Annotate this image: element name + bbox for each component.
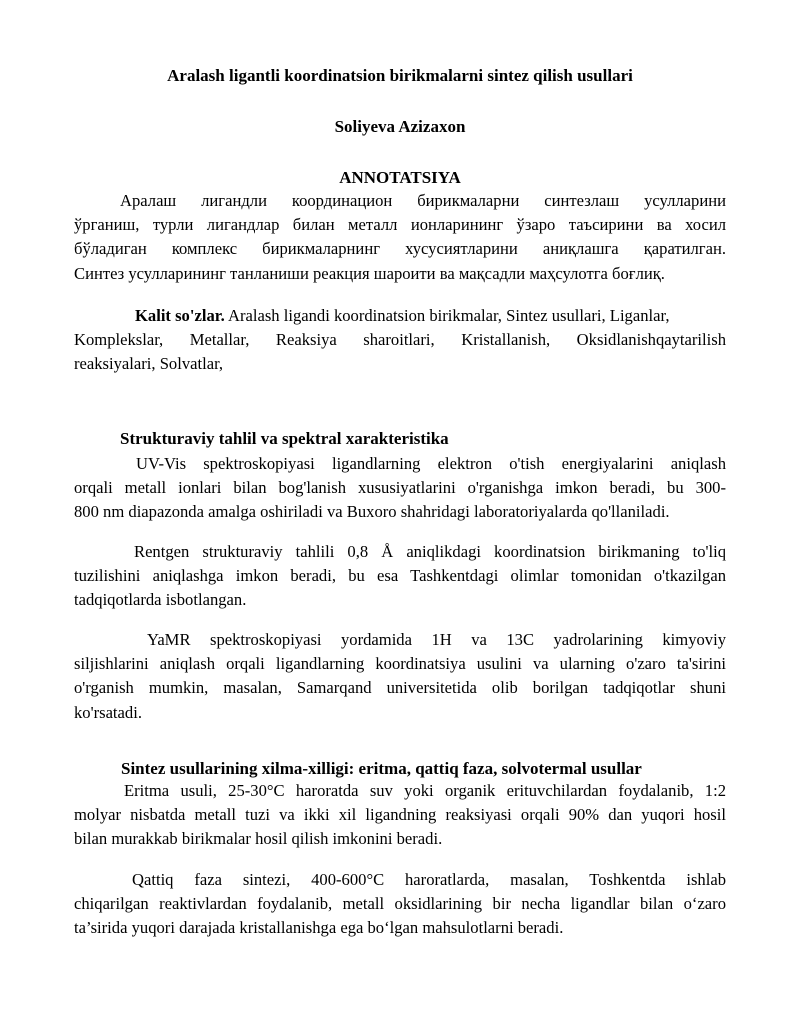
paragraph-line: o'rganish mumkin, masalan, Samarqand universitetida olib borilgan tadqiqotlar shuni: [74, 678, 726, 698]
keywords-line: [74, 304, 726, 328]
keywords-line: Komplekslar, Metallar, Reaksiya sharoitlari, Kristallanish, Oksidlanishqaytarilish: [74, 330, 726, 350]
annotation-line: Аралаш лигандли координацион бирикмаларни синтезлаш усулларини: [120, 191, 726, 210]
paragraph-solution-method: [74, 779, 726, 852]
keywords-line: reaksiyalari, Solvatlar,: [74, 354, 224, 374]
annotation-line: ўрганиш, турли лигандлар билан металл ионларининг ўзаро таъсирини ва хосил: [74, 215, 726, 235]
annotation-paragraph: [74, 189, 726, 286]
paragraph-line: ko'rsatadi.: [74, 702, 142, 722]
paragraph-line: Eritma usuli, 25-30°C haroratda suv yoki organik erituvchilardan foydalanib, 1:2: [124, 781, 726, 800]
keywords-paragraph: [74, 304, 726, 377]
annotation-heading: ANNOTATSIYA: [339, 168, 461, 187]
paragraph-line: Qattiq faza sintezi, 400-600°C haroratlarda, masalan, Toshkentda ishlab: [132, 870, 726, 889]
paragraph-line: ta’sirida yuqori darajada kristallanishga ega bo‘lgan mahsulotlarni beradi.: [74, 918, 564, 938]
section-heading-synthesis-methods: Sintez usullarining xilma-xilligi: eritma, qattiq faza, solvotermal usullar: [121, 759, 642, 778]
document-title: Aralash ligantli koordinatsion birikmalarni sintez qilish usullari: [167, 66, 633, 85]
paragraph-line: UV-Vis spektroskopiyasi ligandlarning elektron o'tish energiyalarini aniqlash: [136, 454, 726, 473]
author-name: Soliyeva Azizaxon: [334, 117, 466, 136]
paragraph-uv-vis: [74, 452, 726, 525]
section-heading-structural-analysis: Strukturaviy tahlil va spektral xarakteristika: [120, 429, 449, 448]
paragraph-line: chiqarilgan reaktivlardan foydalanib, metall oksidlarining bir necha ligandlar bilan o‘zaro: [74, 894, 726, 914]
paragraph-line: 800 nm diapazonda amalga oshiriladi va Buxoro shahridagi laboratoriyalarda qo'llaniladi.: [74, 502, 670, 522]
paragraph-line: Rentgen strukturaviy tahlili 0,8 Å aniqlikdagi koordinatsion birikmaning to'liq: [134, 542, 726, 561]
annotation-line: Синтез усулларининг танланиши реакция шароити ва мақсадли маҳсулотга боғлиқ.: [74, 263, 665, 283]
paragraph-line: siljishlarini aniqlash orqali ligandlarning koordinatsiya usulini va ularning o'zaro ta'sirini: [74, 654, 726, 674]
paragraph-line: orqali metall ionlari bilan bog'lanish xususiyatlarini o'rganishga imkon beradi, bu 300-: [74, 478, 726, 498]
paragraph-line: tadqiqotlarda isbotlangan.: [74, 590, 247, 610]
paragraph-solid-phase: [74, 868, 726, 941]
paragraph-line: tuzilishini aniqlashga imkon beradi, bu esa Tashkentdagi olimlar tomonidan o'tkazilgan: [74, 566, 726, 586]
annotation-line: бўладиган комплекс бирикмаларнинг хусусиятларини аниқлашга қаратилган.: [74, 239, 726, 259]
paragraph-line: YaMR spektroskopiyasi yordamida 1H va 13C yadrolarining kimyoviy: [147, 630, 726, 649]
keywords-label: Kalit so'zlar.: [135, 306, 225, 325]
keywords-text: Aralash ligandi koordinatsion birikmalar, Sintez usullari, Liganlar,: [227, 306, 670, 325]
paragraph-nmr: [74, 628, 726, 725]
paragraph-x-ray: [74, 540, 726, 613]
paragraph-line: molyar nisbatda metall tuzi va ikki xil ligandning reaksiyasi orqali 90% dan yuqori hosil: [74, 805, 726, 825]
paragraph-line: bilan murakkab birikmalar hosil qilish imkonini beradi.: [74, 829, 443, 849]
